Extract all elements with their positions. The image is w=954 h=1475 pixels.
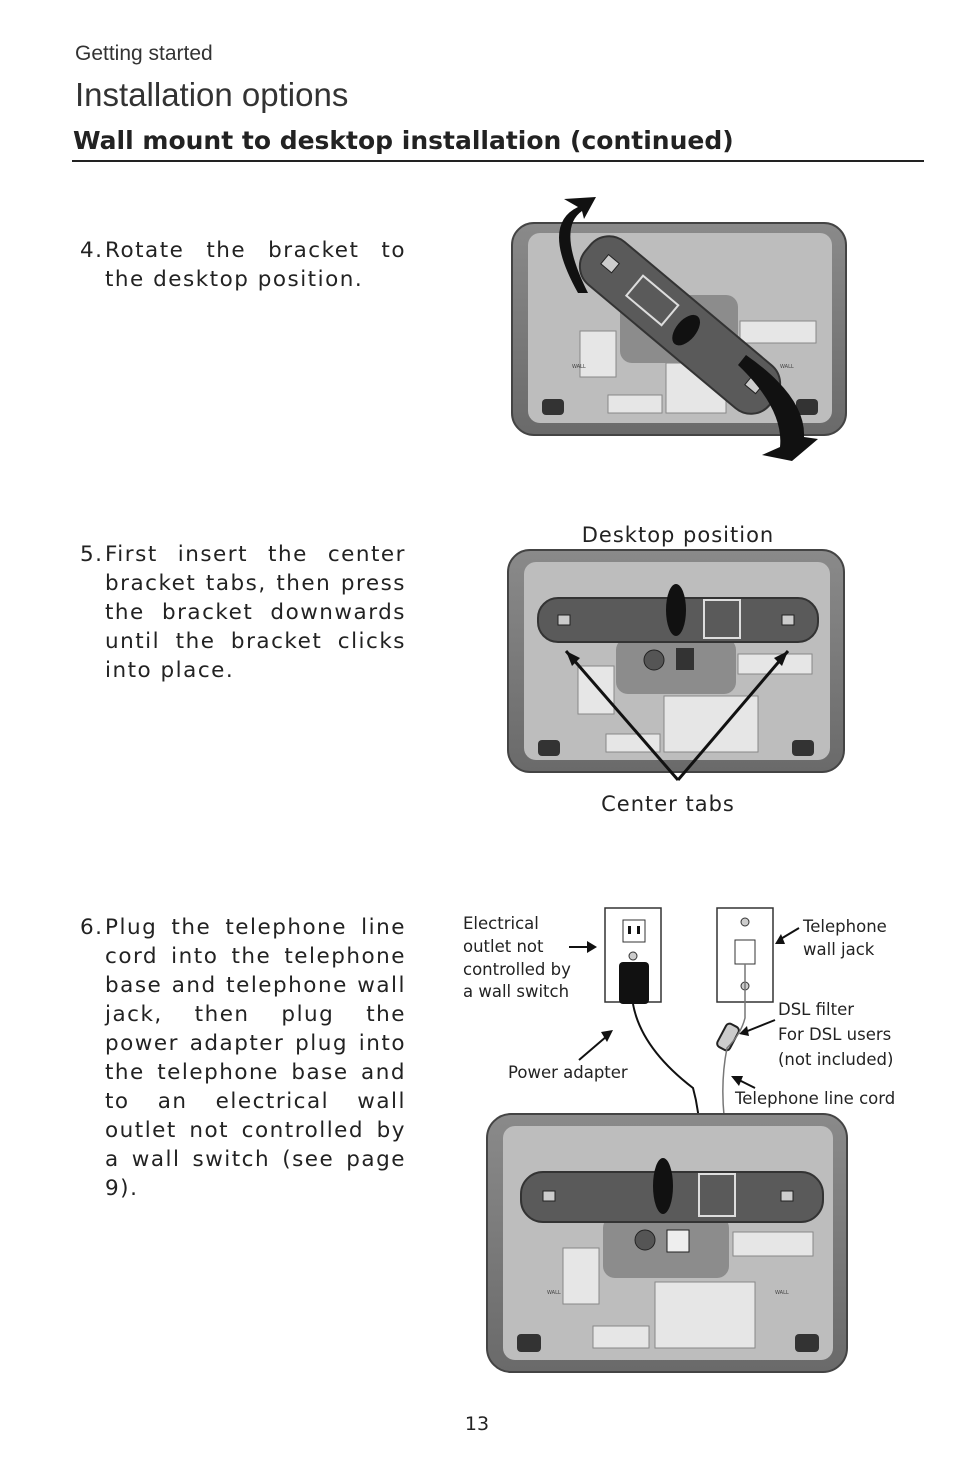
foot — [538, 740, 560, 756]
dsl-label-line: (not included) — [778, 1050, 894, 1069]
pointer-line — [745, 1020, 775, 1032]
jack-socket — [735, 940, 755, 964]
label-area — [580, 331, 616, 377]
label-area — [608, 395, 662, 413]
power-adapter-icon — [619, 962, 649, 1004]
figure-caption-top: Desktop position — [581, 523, 775, 547]
arrowhead-icon — [587, 941, 597, 953]
step-text: Rotate the bracket to the desktop position. — [105, 238, 406, 292]
outlet-label-line: a wall switch — [463, 982, 570, 1001]
step-text: Plug the telephone line cord into the telephone base and telephone wall jack, then plug the power adapter plug into the telephone base and to an electrical wall outlet not controlled by a wall switch (see page 9). — [105, 915, 406, 1201]
step-6 — [80, 913, 406, 1203]
line-jack — [667, 1230, 689, 1252]
foot — [795, 1334, 819, 1352]
label-area — [593, 1326, 649, 1348]
wall-mount-stamp: WALL — [572, 364, 586, 370]
outlet-screw — [629, 952, 637, 960]
step-4 — [80, 236, 406, 294]
dsl-label-line: For DSL users — [778, 1025, 892, 1044]
wall-mount-stamp: WALL — [780, 364, 794, 370]
jack — [676, 648, 694, 670]
label-area — [733, 1232, 813, 1256]
page-subtitle: Wall mount to desktop installation (continued) — [73, 126, 734, 155]
jack-label-line: wall jack — [803, 940, 875, 959]
jack-label-line: Telephone — [803, 917, 887, 936]
outlet-label-line: Electrical — [463, 914, 539, 933]
outlet-label-line: controlled by — [463, 960, 571, 979]
wall-mount-stamp: WALL — [547, 1290, 561, 1296]
section-heading: Getting started — [75, 42, 213, 65]
foot — [792, 740, 814, 756]
foot — [542, 399, 564, 415]
step-number: 6. — [80, 915, 104, 940]
outlet-slot — [637, 926, 640, 934]
heading-rule — [72, 160, 924, 162]
label-area — [563, 1248, 599, 1304]
page-title: Installation options — [75, 76, 349, 113]
jack — [644, 650, 664, 670]
wall-mount-stamp: WALL — [775, 1290, 789, 1296]
power-jack — [635, 1230, 655, 1250]
step-number: 5. — [80, 542, 104, 567]
pointer-line — [739, 1080, 755, 1088]
foot — [517, 1334, 541, 1352]
rotate-bracket-figure — [500, 185, 860, 470]
line-cord-label: Telephone line cord — [735, 1089, 896, 1108]
power-adapter-label: Power adapter — [508, 1063, 628, 1082]
dsl-label-line: DSL filter — [778, 1000, 854, 1019]
step-5 — [80, 540, 406, 685]
outlet-label-line: outlet not — [463, 937, 544, 956]
desktop-position-figure — [500, 518, 860, 828]
pointer-line — [579, 1036, 607, 1060]
jack-screw — [741, 918, 749, 926]
arrowhead-icon — [775, 934, 785, 944]
figure-caption-bottom: Center tabs — [601, 792, 735, 816]
label-area — [740, 321, 816, 343]
step-number: 4. — [80, 238, 104, 263]
wiring-figure — [455, 898, 915, 1388]
label-area — [655, 1282, 755, 1348]
connector-recess — [603, 1216, 729, 1278]
outlet-slot — [628, 926, 631, 934]
step-text: First insert the center bracket tabs, then press the bracket downwards until the bracket clicks into place. — [105, 542, 406, 683]
page-number: 13 — [464, 1413, 490, 1435]
outlet-socket — [623, 920, 645, 942]
